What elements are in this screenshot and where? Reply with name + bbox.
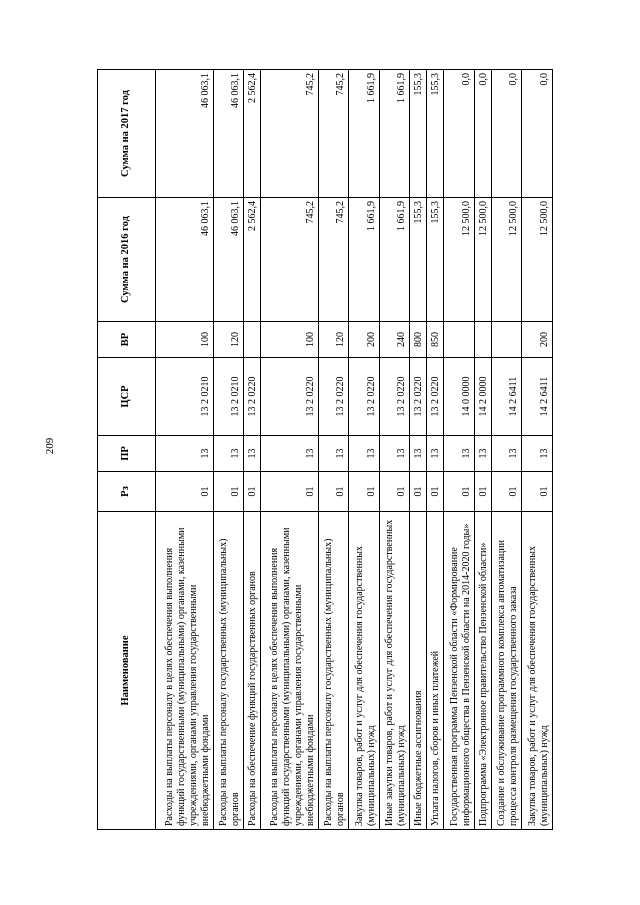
header-sum-2017: Сумма на 2017 год [98, 70, 156, 198]
cell-csr: 13 2 0220 [244, 358, 261, 436]
table-row [156, 70, 214, 830]
cell-name: Подпрограмма «Электронное правительство Пензенской области» [474, 512, 491, 830]
table-row [491, 70, 522, 830]
cell-csr: 14 0 0000 [444, 358, 475, 436]
table-row [522, 70, 553, 830]
cell-pr: 13 [410, 436, 427, 472]
cell-vr: 120 [318, 322, 349, 358]
cell-sum-2017: 745,2 [261, 70, 319, 198]
cell-sum-2017: 0,0 [474, 70, 491, 198]
cell-rz: 01 [349, 472, 380, 512]
header-csr: ЦСР [98, 358, 156, 436]
cell-name: Закупка товаров, работ и услуг для обеспечения государственных (муниципальных) нужд [522, 512, 553, 830]
cell-csr: 13 2 0210 [156, 358, 214, 436]
cell-sum-2017: 0,0 [522, 70, 553, 198]
table-row [261, 70, 319, 830]
cell-sum-2017: 155,3 [427, 70, 444, 198]
cell-sum-2017: 0,0 [491, 70, 522, 198]
cell-sum-2016: 46 063,1 [156, 198, 214, 322]
cell-rz: 01 [522, 472, 553, 512]
cell-rz: 01 [379, 472, 410, 512]
cell-pr: 13 [491, 436, 522, 472]
header-vr: ВР [98, 322, 156, 358]
cell-name: Расходы на обеспечение функций государственных органов [244, 512, 261, 830]
cell-pr: 13 [427, 436, 444, 472]
cell-csr: 13 2 0220 [261, 358, 319, 436]
cell-csr: 13 2 0220 [410, 358, 427, 436]
cell-rz: 01 [318, 472, 349, 512]
table-body [156, 70, 553, 830]
header-pr: ПР [98, 436, 156, 472]
cell-pr: 13 [318, 436, 349, 472]
cell-vr [474, 322, 491, 358]
cell-rz: 01 [244, 472, 261, 512]
cell-rz: 01 [474, 472, 491, 512]
table-row [318, 70, 349, 830]
cell-csr: 14 2 6411 [491, 358, 522, 436]
table-header-row [98, 70, 156, 830]
cell-name: Государственная программа Пензенской области «Формирование информационного общества в Пензенской области на 2014-2020 годы» [444, 512, 475, 830]
cell-vr [444, 322, 475, 358]
cell-vr: 850 [427, 322, 444, 358]
cell-sum-2016: 12 500,0 [491, 198, 522, 322]
cell-sum-2017: 0,0 [444, 70, 475, 198]
cell-vr: 200 [522, 322, 553, 358]
cell-rz: 01 [410, 472, 427, 512]
table-row [444, 70, 475, 830]
cell-vr: 800 [410, 322, 427, 358]
cell-sum-2017: 745,2 [318, 70, 349, 198]
cell-sum-2016: 745,2 [261, 198, 319, 322]
cell-sum-2016: 1 661,9 [379, 198, 410, 322]
cell-name: Расходы на выплаты персоналу государственных (муниципальных) органов [213, 512, 244, 830]
cell-pr: 13 [522, 436, 553, 472]
table-row [410, 70, 427, 830]
cell-rz: 01 [444, 472, 475, 512]
cell-pr: 13 [261, 436, 319, 472]
cell-name: Расходы на выплаты персоналу государственных (муниципальных) органов [318, 512, 349, 830]
header-name: Наименование [98, 512, 156, 830]
page-number: 209 [44, 437, 56, 455]
table-row [244, 70, 261, 830]
cell-vr: 100 [261, 322, 319, 358]
cell-sum-2017: 2 562,4 [244, 70, 261, 198]
cell-rz: 01 [261, 472, 319, 512]
cell-csr: 13 2 0220 [349, 358, 380, 436]
cell-name: Расходы на выплаты персоналу в целях обеспечения выполнения функций государственными (муниципальными) органами, казенными учреждениями, органами управления государственными внебюджетными фондами [261, 512, 319, 830]
cell-name: Закупка товаров, работ и услуг для обеспечения государственных (муниципальных) нужд [349, 512, 380, 830]
cell-sum-2016: 46 063,1 [213, 198, 244, 322]
cell-sum-2017: 46 063,1 [156, 70, 214, 198]
header-rz: Рз [98, 472, 156, 512]
rotated-table-container [97, 70, 553, 830]
cell-vr: 100 [156, 322, 214, 358]
table-row [427, 70, 444, 830]
cell-sum-2016: 155,3 [410, 198, 427, 322]
cell-csr: 13 2 0220 [427, 358, 444, 436]
cell-sum-2016: 12 500,0 [522, 198, 553, 322]
cell-rz: 01 [156, 472, 214, 512]
table-row [474, 70, 491, 830]
cell-sum-2016: 745,2 [318, 198, 349, 322]
cell-vr: 240 [379, 322, 410, 358]
cell-sum-2016: 1 661,9 [349, 198, 380, 322]
cell-name: Иные бюджетные ассигнования [410, 512, 427, 830]
cell-vr [244, 322, 261, 358]
cell-vr: 200 [349, 322, 380, 358]
cell-csr: 14 2 6411 [522, 358, 553, 436]
cell-vr: 120 [213, 322, 244, 358]
cell-vr [491, 322, 522, 358]
cell-pr: 13 [156, 436, 214, 472]
cell-rz: 01 [427, 472, 444, 512]
cell-pr: 13 [349, 436, 380, 472]
table-row [213, 70, 244, 830]
cell-csr: 13 2 0220 [318, 358, 349, 436]
table-row [379, 70, 410, 830]
cell-csr: 14 2 0000 [474, 358, 491, 436]
cell-csr: 13 2 0210 [213, 358, 244, 436]
cell-name: Уплата налогов, сборов и иных платежей [427, 512, 444, 830]
cell-sum-2017: 1 661,9 [349, 70, 380, 198]
cell-csr: 13 2 0220 [379, 358, 410, 436]
cell-sum-2017: 46 063,1 [213, 70, 244, 198]
cell-name: Создание и обслуживание программного комплекса автоматизации процесса контроля размещения государственного заказа [491, 512, 522, 830]
cell-sum-2016: 2 562,4 [244, 198, 261, 322]
cell-sum-2016: 155,3 [427, 198, 444, 322]
cell-name: Расходы на выплаты персоналу в целях обеспечения выполнения функций государственными (муниципальными) органами, казенными учреждениями, органами управления государственными внебюджетными фондами [156, 512, 214, 830]
cell-pr: 13 [379, 436, 410, 472]
cell-sum-2017: 155,3 [410, 70, 427, 198]
cell-sum-2017: 1 661,9 [379, 70, 410, 198]
cell-rz: 01 [213, 472, 244, 512]
cell-pr: 13 [244, 436, 261, 472]
cell-pr: 13 [213, 436, 244, 472]
cell-name: Иные закупки товаров, работ и услуг для обеспечения государственных (муниципальных) нужд [379, 512, 410, 830]
cell-sum-2016: 12 500,0 [444, 198, 475, 322]
budget-table [97, 69, 553, 830]
header-sum-2016: Сумма на 2016 год [98, 198, 156, 322]
cell-pr: 13 [474, 436, 491, 472]
cell-sum-2016: 12 500,0 [474, 198, 491, 322]
table-row [349, 70, 380, 830]
cell-pr: 13 [444, 436, 475, 472]
cell-rz: 01 [491, 472, 522, 512]
